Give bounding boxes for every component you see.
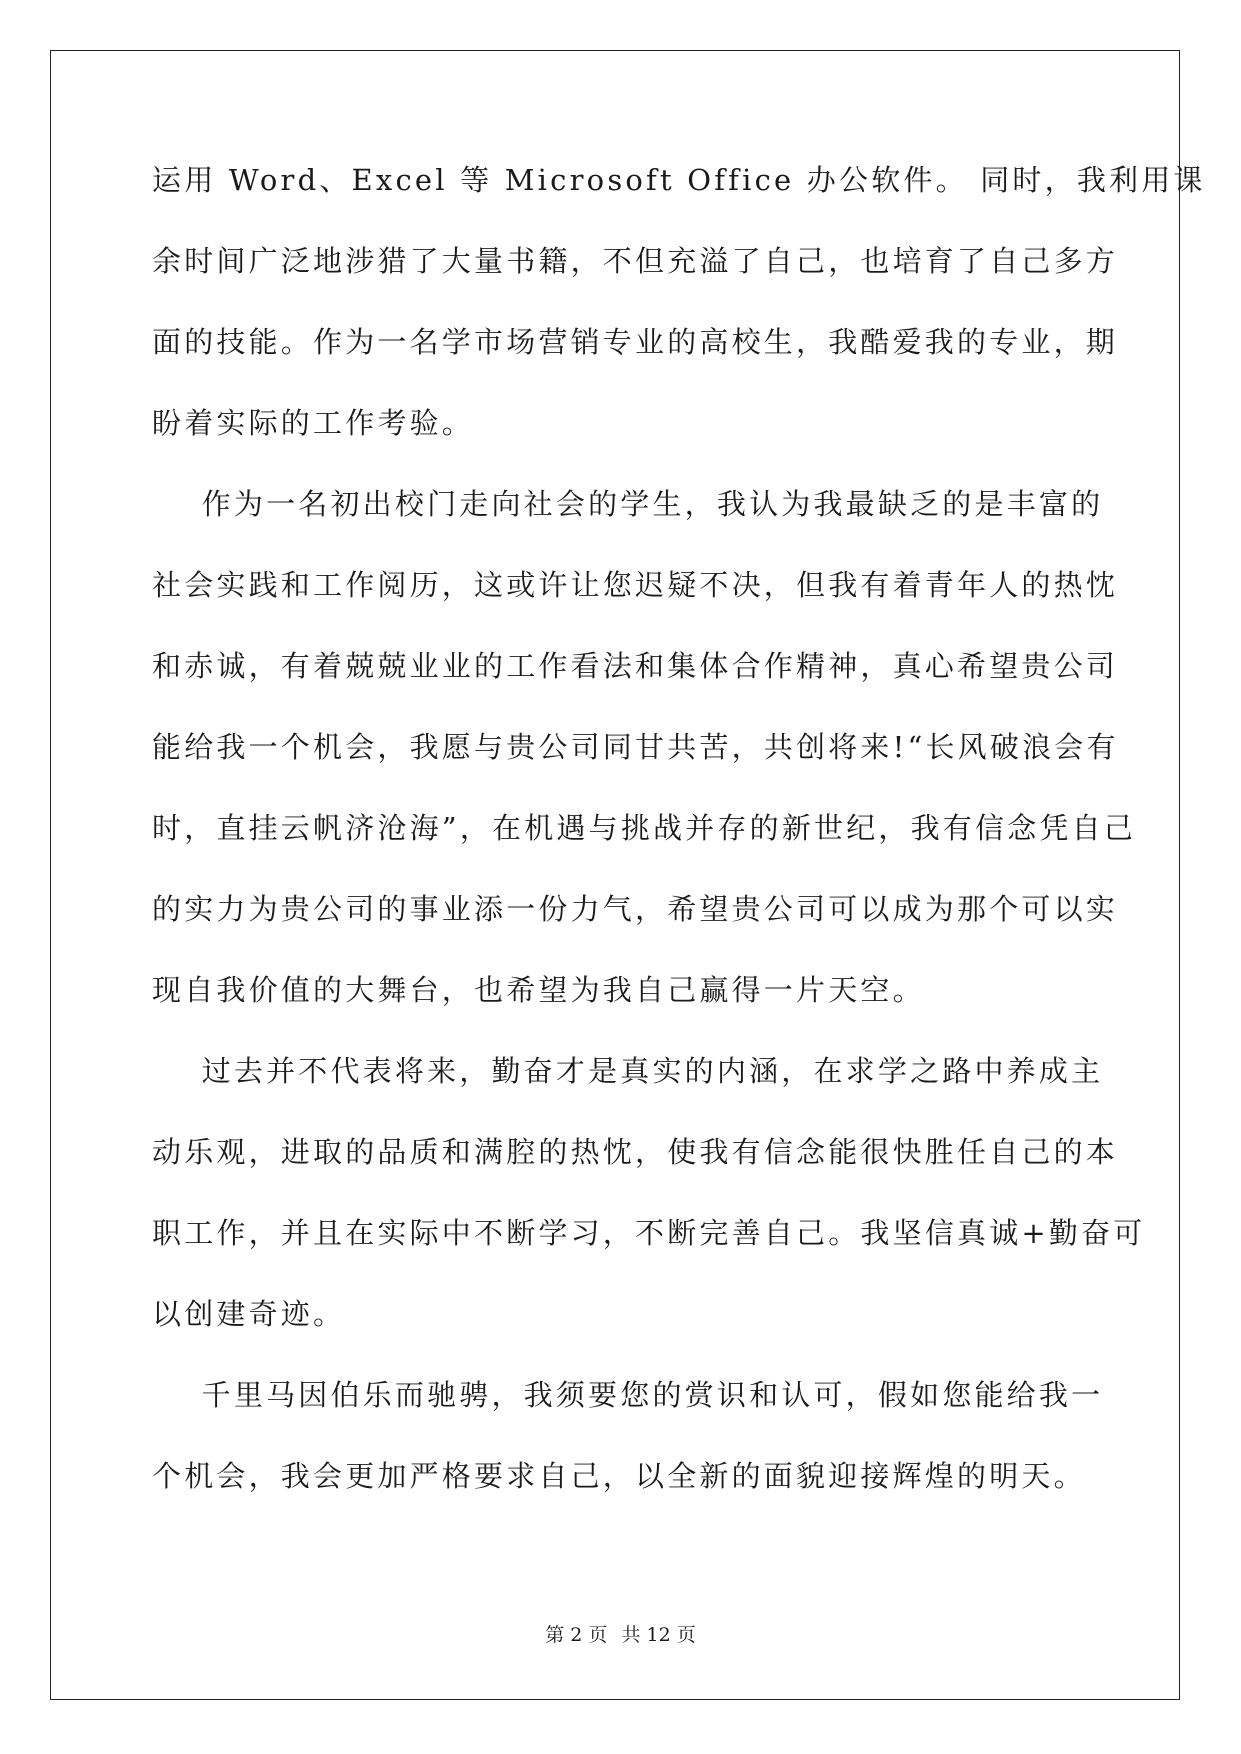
- text-line: 能给我一个机会，我愿与贵公司同甘共苦，共创将来!“长风破浪会有: [152, 730, 1119, 764]
- text-line: 面的技能。作为一名学市场营销专业的高校生，我酷爱我的专业，期: [152, 325, 1119, 359]
- text-line: 盼着实际的工作考验。: [152, 406, 475, 440]
- text-line: 个机会，我会更加严格要求自己，以全新的面貌迎接辉煌的明天。: [152, 1459, 1086, 1493]
- document-body: [152, 160, 1206, 1537]
- total-pages: 共 12 页: [621, 1624, 696, 1646]
- text-line: 时，直挂云帆济沧海”，在机遇与挑战并存的新世纪，我有信念凭自己: [152, 811, 1137, 845]
- text-line: 余时间广泛地涉猎了大量书籍，不但充溢了自己，也培育了自己多方: [152, 244, 1119, 278]
- text-line: 作为一名初出校门走向社会的学生，我认为我最缺乏的是丰富的: [152, 487, 1104, 521]
- page-footer: [0, 1620, 1241, 1647]
- page-number: 第 2 页: [545, 1624, 608, 1646]
- text-line: 社会实践和工作阅历，这或许让您迟疑不决，但我有着青年人的热忱: [152, 568, 1119, 602]
- text-line: 职工作，并且在实际中不断学习，不断完善自己。我坚信真诚+勤奋可: [152, 1216, 1146, 1250]
- text-line: 的实力为贵公司的事业添一份力气，希望贵公司可以成为那个可以实: [152, 892, 1119, 926]
- text-line: 动乐观，进取的品质和满腔的热忱，使我有信念能很快胜任自己的本: [152, 1135, 1119, 1169]
- text-line: 千里马因伯乐而驰骋，我须要您的赏识和认可，假如您能给我一: [152, 1378, 1104, 1412]
- text-line: 以创建奇迹。: [152, 1297, 346, 1331]
- text-line: 现自我价值的大舞台，也希望为我自己赢得一片天空。: [152, 973, 925, 1007]
- text-line: 运用 Word、Excel 等 Microsoft Office 办公软件。 同时，我利用课: [152, 163, 1206, 197]
- text-line: 和赤诚，有着兢兢业业的工作看法和集体合作精神，真心希望贵公司: [152, 649, 1119, 683]
- text-line: 过去并不代表将来，勤奋才是真实的内涵，在求学之路中养成主: [152, 1054, 1104, 1088]
